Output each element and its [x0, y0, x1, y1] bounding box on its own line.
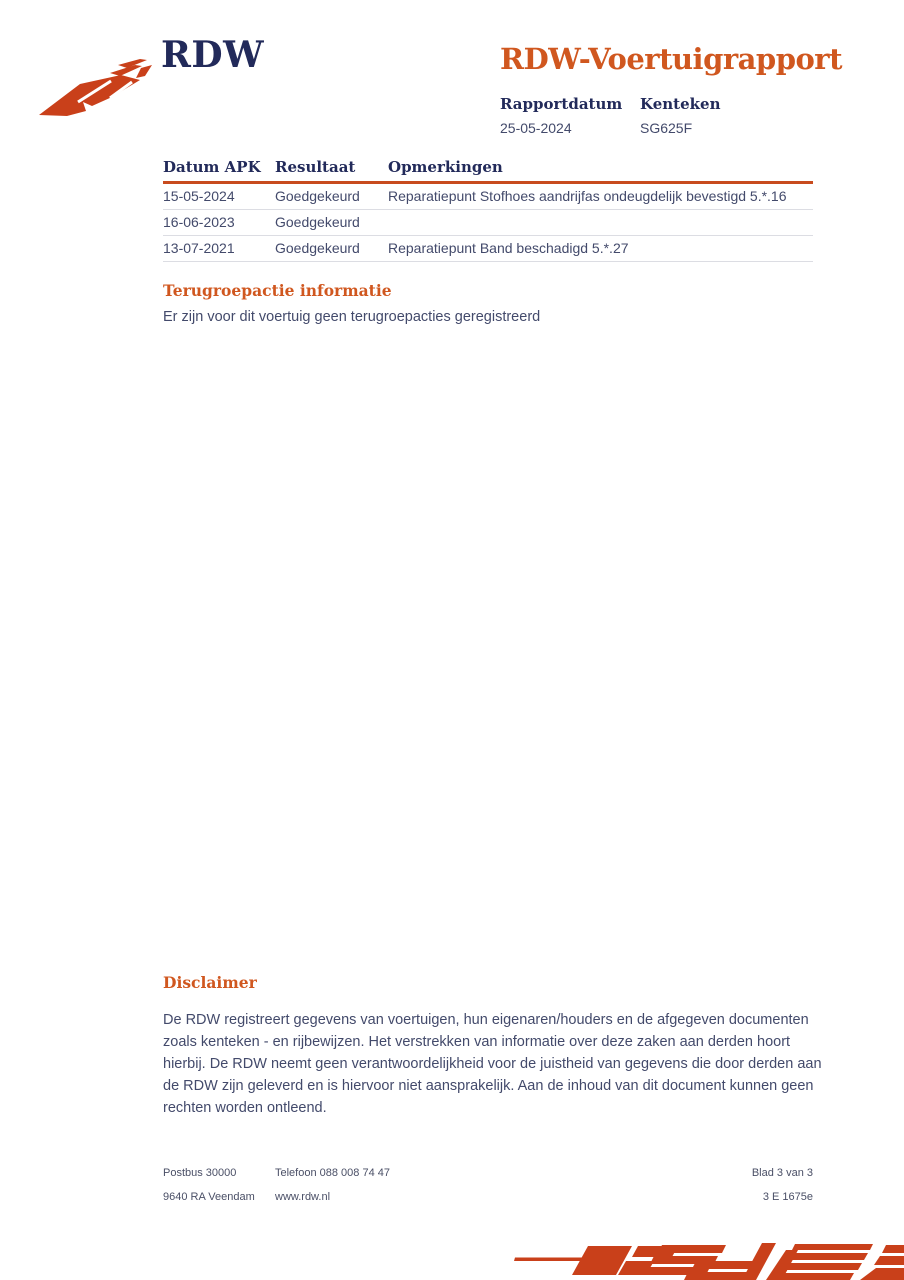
footer-postbus: Postbus 30000	[163, 1167, 237, 1179]
license-plate-block	[640, 95, 780, 136]
column-header-datum-apk: Datum APK	[163, 158, 261, 176]
footer-row	[163, 1167, 813, 1179]
apk-date: 13-07-2021	[163, 240, 235, 256]
report-date-value: 25-05-2024	[500, 120, 572, 136]
report-meta	[500, 95, 780, 136]
recall-info-section	[163, 281, 813, 325]
page-footer	[163, 1167, 813, 1215]
table-row	[163, 210, 813, 236]
page-number: Blad 3 van 3	[751, 1167, 813, 1179]
license-plate-value: SG625F	[640, 120, 693, 136]
footer-city: 9640 RA Veendam	[163, 1191, 255, 1203]
recall-status-text: Er zijn voor dit voertuig geen terugroepacties geregistreerd	[163, 309, 541, 325]
column-header-opmerkingen: Opmerkingen	[388, 158, 503, 176]
disclaimer-heading: Disclaimer	[163, 973, 257, 992]
apk-result: Goedgekeurd	[275, 240, 360, 256]
apk-date: 16-06-2023	[163, 214, 235, 230]
disclaimer-text: De RDW registreert gegevens van voertuigen, hun eigenaren/houders en de afgegeven documenten zoals kenteken - en rijbewijzen. Het verstrekken van informatie over deze zaken aan derden hoort hierbij. De RDW neemt geen verantwoordelijkheid voor de juistheid van gegevens die door derden aan de RDW zijn geleverd en is hiervoor niet aansprakelijk. Aan de inhoud van dit document kunnen geen rechten worden ontleend.	[163, 1012, 822, 1116]
page-title: RDW-Voertuigrapport	[500, 42, 842, 76]
brand-logo-text: RDW	[161, 34, 265, 76]
recall-section-heading: Terugroepactie informatie	[163, 281, 392, 300]
apk-result: Goedgekeurd	[275, 214, 360, 230]
rdw-wing-logo-icon	[36, 50, 154, 120]
footer-website-link[interactable]: www.rdw.nl	[275, 1191, 331, 1203]
disclaimer-section	[163, 973, 831, 1119]
apk-result: Goedgekeurd	[275, 188, 360, 204]
license-plate-label: Kenteken	[640, 95, 721, 113]
apk-date: 15-05-2024	[163, 188, 235, 204]
apk-table-header	[163, 158, 813, 184]
report-date-block	[500, 95, 640, 136]
column-header-resultaat: Resultaat	[275, 158, 356, 176]
report-date-label: Rapportdatum	[500, 95, 623, 113]
apk-remarks	[388, 214, 813, 230]
footer-phone: Telefoon 088 008 74 47	[275, 1167, 390, 1179]
table-row	[163, 184, 813, 210]
footer-row	[163, 1191, 813, 1203]
table-row	[163, 236, 813, 262]
footer-form-code: 3 E 1675e	[762, 1191, 813, 1203]
apk-history-table	[163, 158, 813, 262]
apk-remarks: Reparatiepunt Band beschadigd 5.*.27	[388, 240, 629, 256]
apk-remarks: Reparatiepunt Stofhoes aandrijfas ondeugdelijk bevestigd 5.*.16	[388, 188, 787, 204]
rdw-speed-stripes-graphic-icon	[514, 1240, 904, 1280]
